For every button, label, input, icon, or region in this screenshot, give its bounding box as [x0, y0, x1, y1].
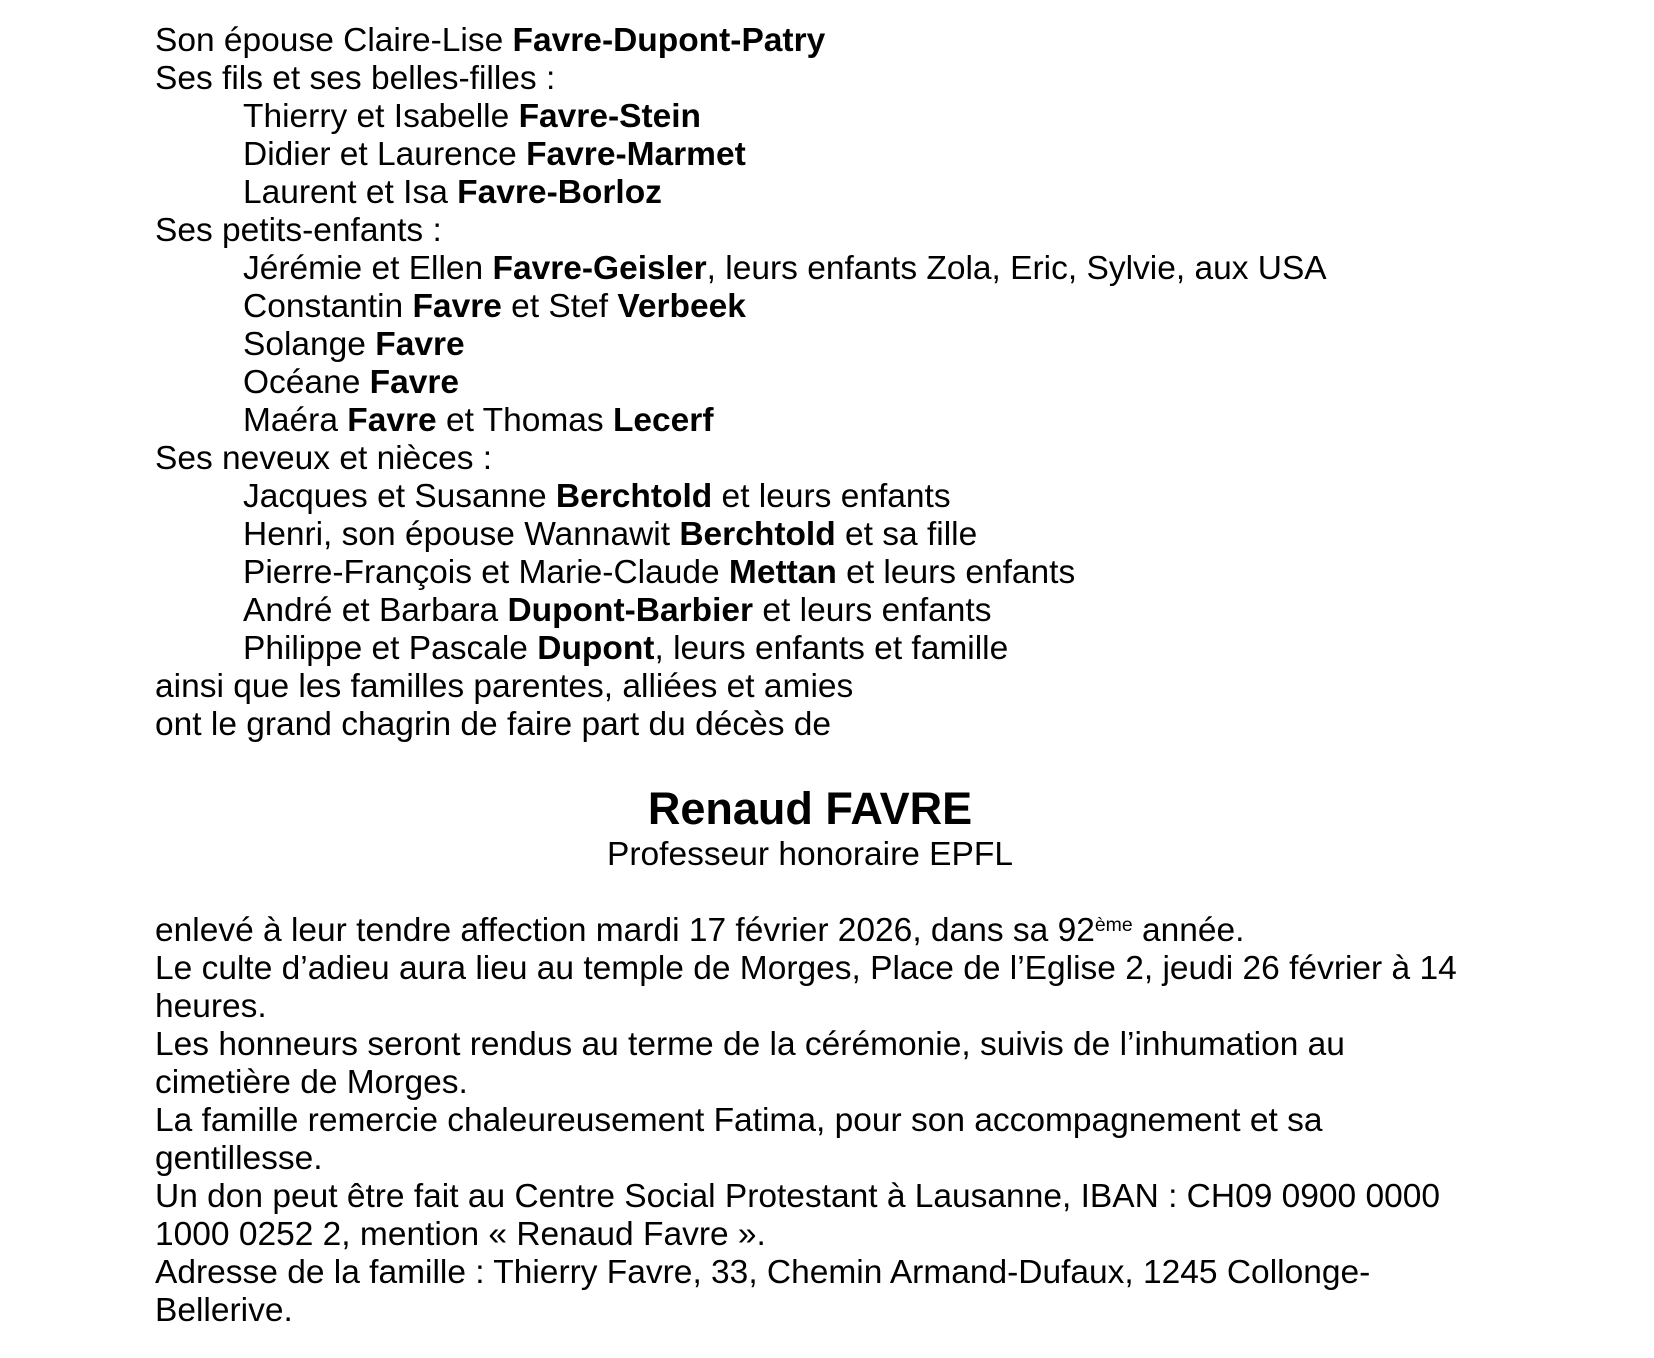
bold-name-segment: Favre: [412, 288, 502, 325]
text-segment: Jérémie et Ellen: [243, 250, 493, 287]
text-segment: année.: [1132, 912, 1245, 949]
deceased-name: Renaud FAVRE: [647, 783, 973, 834]
text-segment: Les honneurs seront rendus au terme de la cérémonie, suivis de l’inhumation au: [155, 1026, 1345, 1063]
text-segment: Adresse de la famille : Thierry Favre, 33, Chemin Armand-Dufaux, 1245 Collonge-: [155, 1254, 1371, 1291]
body-line: [155, 1254, 1465, 1292]
text-segment: , leurs enfants et famille: [654, 630, 1009, 667]
bold-name-segment: Lecerf: [612, 402, 714, 439]
family-line: [155, 630, 1465, 668]
body-line: [155, 1292, 1465, 1330]
text-segment: Thierry et Isabelle: [243, 98, 519, 135]
text-segment: Ses fils et ses belles-filles :: [155, 60, 556, 97]
family-line: [155, 592, 1465, 630]
family-line: [155, 440, 1465, 478]
body-line: [155, 988, 1465, 1026]
bold-name-segment: Favre-Stein: [518, 98, 702, 135]
bold-name-segment: Mettan: [728, 554, 837, 591]
family-line: [155, 60, 1465, 98]
text-segment: heures.: [155, 988, 267, 1025]
bold-name-segment: Favre-Marmet: [526, 136, 746, 173]
body-line: [155, 1026, 1465, 1064]
family-line: [155, 250, 1465, 288]
text-segment: cimetière de Morges.: [155, 1064, 468, 1101]
bold-name-segment: Dupont-Barbier: [507, 592, 754, 629]
text-segment: Océane: [243, 364, 370, 401]
body-line: [155, 1178, 1465, 1216]
text-segment: et sa fille: [835, 516, 978, 553]
family-line: [155, 706, 1465, 744]
text-segment: Pierre-François et Marie-Claude: [243, 554, 729, 591]
family-line: [155, 288, 1465, 326]
body-line: [155, 912, 1465, 950]
document-content: [155, 22, 1465, 1330]
body-line: [155, 1216, 1465, 1254]
text-segment: Maéra: [243, 402, 348, 439]
family-line: [155, 402, 1465, 440]
text-segment: La famille remercie chaleureusement Fatima, pour son accompagnement et sa: [155, 1102, 1323, 1139]
text-segment: Un don peut être fait au Centre Social Protestant à Lausanne, IBAN : CH09 0900 0000: [155, 1178, 1440, 1215]
blank-line: [155, 744, 1465, 782]
superscript-segment: ème: [1094, 914, 1133, 937]
text-segment: et leurs enfants: [836, 554, 1076, 591]
family-line: [155, 98, 1465, 136]
family-line: [155, 478, 1465, 516]
body-line: [155, 1102, 1465, 1140]
family-line: [155, 212, 1465, 250]
body-line: [155, 950, 1465, 988]
body-line: [155, 1064, 1465, 1102]
text-segment: , leurs enfants Zola, Eric, Sylvie, aux USA: [706, 250, 1327, 287]
family-line: [155, 554, 1465, 592]
family-line: [155, 364, 1465, 402]
blank-line: [155, 874, 1465, 912]
family-line: [155, 22, 1465, 60]
text-segment: André et Barbara: [243, 592, 508, 629]
text-segment: Ses petits-enfants :: [155, 212, 442, 249]
bold-name-segment: Dupont: [537, 630, 655, 667]
text-segment: et Stef: [501, 288, 618, 325]
text-segment: ainsi que les familles parentes, alliées et amies: [155, 668, 854, 705]
text-segment: Solange: [243, 326, 376, 363]
text-segment: enlevé à leur tendre affection mardi 17 février 2026, dans sa 92: [155, 912, 1095, 949]
family-line: [155, 136, 1465, 174]
text-segment: Bellerive.: [155, 1292, 293, 1329]
bold-name-segment: Favre-Geisler: [492, 250, 707, 287]
bold-name-segment: Favre: [369, 364, 460, 401]
bold-name-segment: Verbeek: [617, 288, 746, 325]
bold-name-segment: Berchtold: [555, 478, 713, 515]
text-segment: Laurent et Isa: [243, 174, 458, 211]
text-segment: Henri, son épouse Wannawit: [243, 516, 680, 553]
text-segment: 1000 0252 2, mention « Renaud Favre ».: [155, 1216, 766, 1253]
text-segment: Didier et Laurence: [243, 136, 527, 173]
bold-name-segment: Favre-Borloz: [457, 174, 662, 211]
bold-name-segment: Berchtold: [679, 516, 836, 553]
family-line: [155, 668, 1465, 706]
text-segment: Ses neveux et nièces :: [155, 440, 493, 477]
family-line: [155, 516, 1465, 554]
bold-name-segment: Favre: [375, 326, 465, 363]
text-segment: Constantin: [243, 288, 413, 325]
text-segment: Son épouse Claire-Lise: [155, 22, 513, 59]
body-block: [155, 912, 1465, 1330]
text-segment: Jacques et Susanne: [243, 478, 556, 515]
text-segment: et leurs enfants: [712, 478, 951, 515]
text-segment: Philippe et Pascale: [243, 630, 538, 667]
text-segment: Le culte d’adieu aura lieu au temple de Morges, Place de l’Eglise 2, jeudi 26 février à 14: [155, 950, 1457, 987]
bold-name-segment: Favre: [347, 402, 437, 439]
deceased-title: Professeur honoraire EPFL: [607, 836, 1013, 873]
text-segment: ont le grand chagrin de faire part du décès de: [155, 706, 832, 743]
family-line: [155, 174, 1465, 212]
family-block: [155, 22, 1465, 744]
text-segment: et Thomas: [436, 402, 613, 439]
text-segment: et leurs enfants: [753, 592, 992, 629]
body-line: [155, 1140, 1465, 1178]
bold-name-segment: Favre-Dupont-Patry: [512, 22, 826, 59]
family-line: [155, 326, 1465, 364]
text-segment: gentillesse.: [155, 1140, 323, 1177]
